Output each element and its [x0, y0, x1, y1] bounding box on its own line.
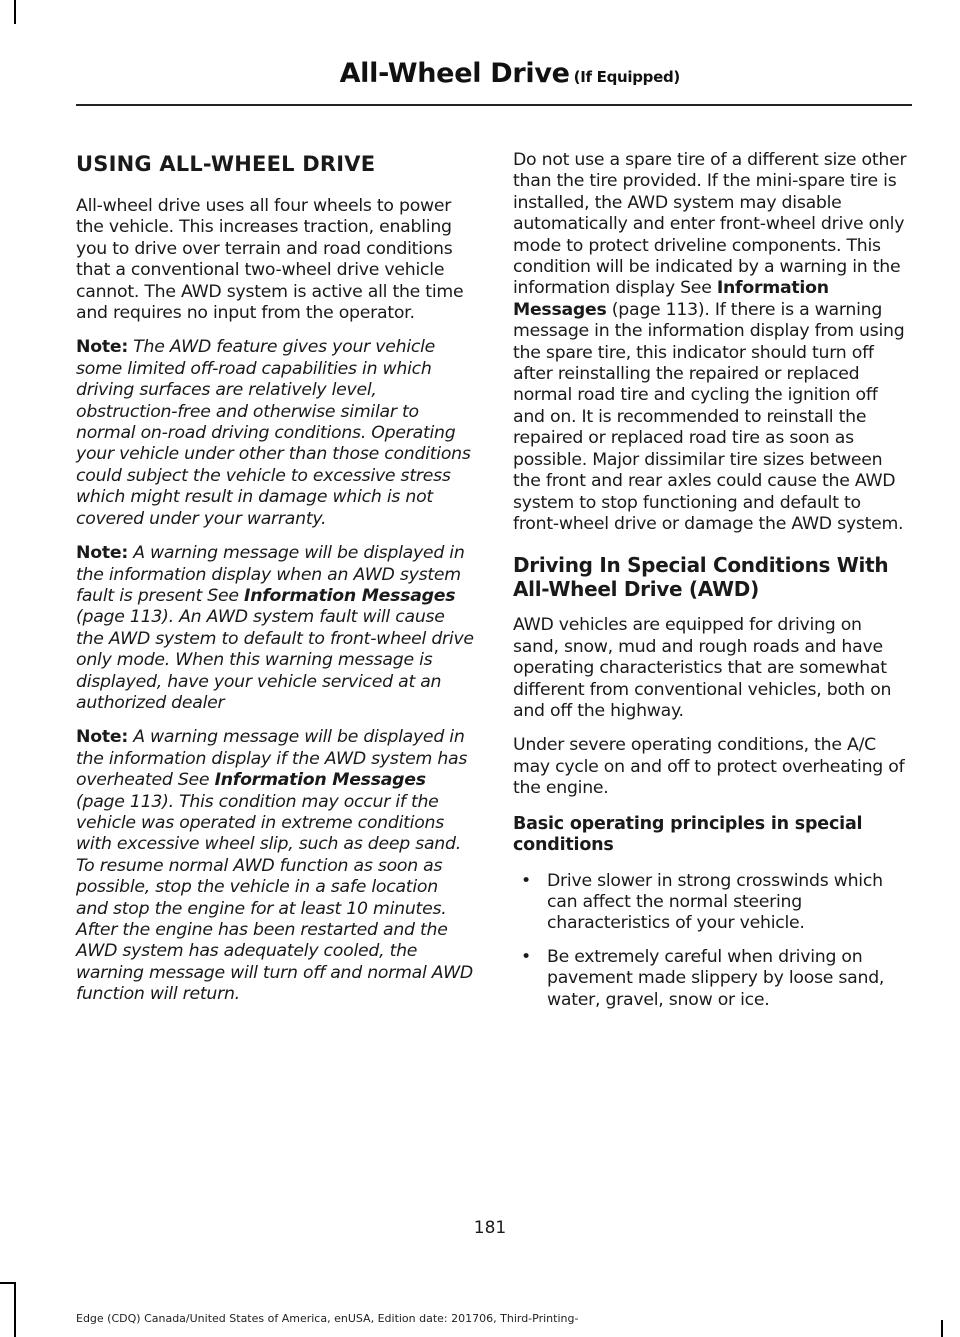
bullet-icon: •: [521, 946, 531, 967]
information-messages-link[interactable]: Information Messages: [214, 770, 426, 791]
list-item: [513, 947, 908, 1011]
header-subtitle: (If Equipped): [573, 68, 680, 86]
right-column: [513, 150, 908, 1023]
left-column: [76, 150, 474, 1019]
list-item: [513, 871, 908, 935]
principles-list: [513, 871, 908, 1011]
note-label: Note:: [76, 337, 128, 358]
note-label: Note:: [76, 727, 128, 748]
note-text: A warning message will be displayed in the information display when an AWD system fault is present See: [76, 543, 465, 606]
paragraph-text: (page 113). If there is a warning message in the information display from using the spare tire, this indicator should turn off after reinstalling the repaired or replaced normal road tire and cycling the ignition off and on. It is recommended to reinstall the repaired or replaced road tire as soon as possible. Major dissimilar tire sizes between the front and rear axles could cause the AWD system to stop functioning and default to front-wheel drive or damage the AWD system.: [513, 299, 905, 534]
header-title: All-Wheel Drive: [339, 58, 570, 89]
page-number: 181: [473, 1218, 507, 1238]
list-item-text: Be extremely careful when driving on pavement made slippery by loose sand, water, gravel, snow or ice.: [547, 946, 885, 1010]
intro-paragraph: All-wheel drive uses all four wheels to power the vehicle. This increases traction, enabling you to drive over terrain and road conditions that a conventional two-wheel drive vehicle cannot. The AWD system is active all the time and requires no input from the operator.: [76, 196, 464, 324]
crop-mark: [14, 1282, 16, 1337]
subsection-heading: Driving In Special Conditions With All-Wheel Drive (AWD): [513, 553, 889, 602]
crop-mark: [14, 0, 16, 24]
page-header: [340, 58, 680, 89]
minor-heading: Basic operating principles in special conditions: [513, 813, 863, 856]
note-label: Note:: [76, 543, 128, 564]
paragraph-text: Do not use a spare tire of a different size other than the tire provided. If the mini-spare tire is installed, the AWD system may disable automatically and enter front-wheel drive only mode to protect driveline components. This condition will be indicated by a warning in the information display See: [513, 150, 907, 299]
note-overheated: [76, 727, 474, 1005]
footer-text: Edge (CDQ) Canada/United States of America, enUSA, Edition date: 201706, Third-Printing-: [76, 1312, 579, 1325]
crop-mark: [0, 1282, 16, 1284]
note-text: (page 113). This condition may occur if the vehicle was operated in extreme conditions with excessive wheel slip, such as deep sand. To resume normal AWD function as soon as possible, stop the vehicle in a safe location and stop the engine for at least 10 minutes. After the engine has been restarted and the AWD system has adequately cooled, the warning message will turn off and normal AWD function will return.: [76, 791, 473, 1005]
header-divider: [76, 104, 912, 106]
ac-paragraph: Under severe operating conditions, the A/C may cycle on and off to protect overheating of the engine.: [513, 735, 905, 799]
note-offroad: [76, 337, 474, 530]
note-awd-fault: [76, 543, 474, 714]
note-text: The AWD feature gives your vehicle some limited off-road capabilities in which driving surfaces are relatively level, obstruction-free and otherwise similar to normal on-road driving conditions. Operating your vehicle under other than those conditions could subject the vehicle to excessive stress which might result in damage which is not covered under your warranty.: [76, 337, 471, 529]
information-messages-link[interactable]: Information Messages: [244, 585, 456, 606]
note-text: A warning message will be displayed in the information display if the AWD system has overheated See: [76, 727, 468, 791]
note-text: (page 113). An AWD system fault will cause the AWD system to default to front-wheel drive only mode. When this warning message is displayed, have your vehicle serviced at an authorized dealer: [76, 607, 474, 713]
spare-tire-paragraph: [513, 150, 908, 535]
crop-mark: [941, 1320, 943, 1337]
information-messages-link[interactable]: Information Messages: [513, 278, 829, 320]
bullet-icon: •: [521, 870, 531, 891]
awd-special-paragraph: AWD vehicles are equipped for driving on sand, snow, mud and rough roads and have operating characteristics that are somewhat different from conventional vehicles, both on and off the highway.: [513, 615, 892, 721]
list-item-text: Drive slower in strong crosswinds which can affect the normal steering characteristics of your vehicle.: [547, 870, 883, 934]
section-heading: USING ALL-WHEEL DRIVE: [76, 152, 376, 176]
